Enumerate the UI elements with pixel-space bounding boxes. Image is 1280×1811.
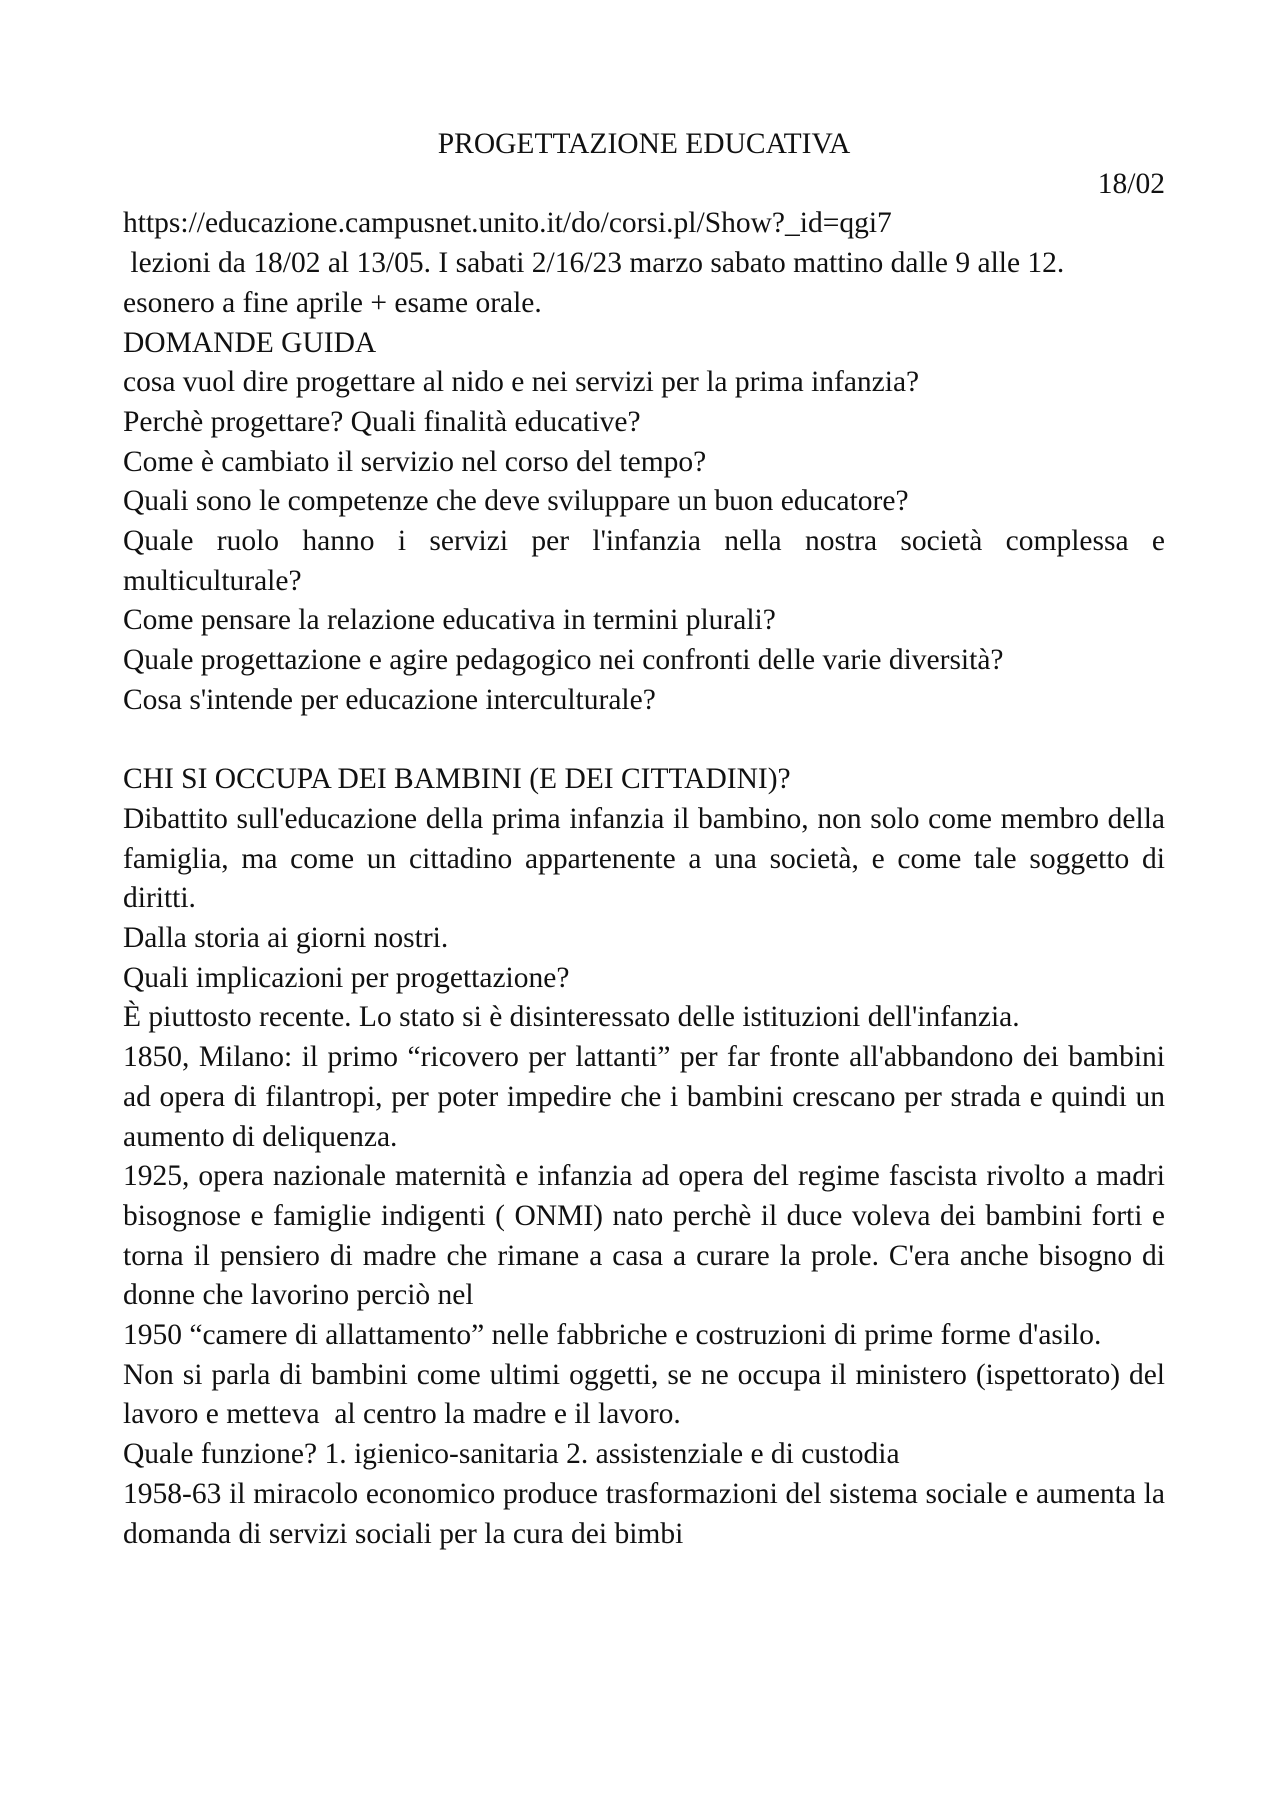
body-paragraph: 1950 “camere di allattamento” nelle fabbriche e costruzioni di prime forme d'asilo. [123, 1319, 1102, 1352]
exam-paragraph: esonero a fine aprile + esame orale. [123, 286, 542, 319]
body-paragraph: Quali implicazioni per progettazione? [123, 961, 570, 994]
guide-question: Quali sono le competenze che deve sviluppare un buon educatore? [123, 485, 909, 518]
body-paragraph: Dibattito sull'educazione della prima infanzia il bambino, non solo come membro della famiglia, ma come un cittadino appartenente a una società, e come tale soggetto di diritti. [123, 802, 1165, 915]
body-paragraph: 1958-63 il miracolo economico produce trasformazioni del sistema sociale e aumenta la domanda di servizi sociali per la cura dei bimbi [123, 1477, 1165, 1550]
body-paragraph: Non si parla di bambini come ultimi oggetti, se ne occupa il ministero (ispettorato) del lavoro e metteva al centro la madre e il lavoro. [123, 1358, 1173, 1431]
section-heading: CHI SI OCCUPA DEI BAMBINI (E DEI CITTADINI)? [123, 763, 791, 796]
guide-question: Come pensare la relazione educativa in termini plurali? [123, 604, 776, 637]
guide-question: Quale progettazione e agire pedagogico nei confronti delle varie diversità? [123, 644, 1004, 677]
document-body [123, 125, 1173, 1554]
guide-question: Perchè progettare? Quali finalità educative? [123, 405, 641, 438]
body-paragraph: 1850, Milano: il primo “ricovero per lattanti” per far fronte all'abbandono dei bambini ad opera di filantropi, per poter impedire che i bambini crescano per strada e quindi un aumento di deliquenza. [123, 1041, 1165, 1153]
course-url: https://educazione.campusnet.unito.it/do/corsi.pl/Show?_id=qgi7 [123, 207, 892, 240]
blank-line [123, 721, 1165, 761]
guide-question: Cosa s'intende per educazione interculturale? [123, 683, 656, 716]
guide-question: Quale ruolo hanno i servizi per l'infanzia nella nostra società complessa e multiculturale? [123, 525, 1165, 597]
body-paragraph: 1925, opera nazionale maternità e infanzia ad opera del regime fascista rivolto a madri bisognose e famiglie indigenti ( ONMI) nato perchè il duce voleva dei bambini forti e torna il pensiero di madre che rimane a casa a curare la prole. C'era anche bisogno di donne che lavorino perciò nel [123, 1160, 1165, 1312]
intro-paragraph: lezioni da 18/02 al 13/05. I sabati 2/16/23 marzo sabato mattino dalle 9 alle 12. [123, 247, 1065, 280]
body-paragraph: È piuttosto recente. Lo stato si è disinteressato delle istituzioni dell'infanzia. [123, 1001, 1020, 1034]
guide-question: cosa vuol dire progettare al nido e nei servizi per la prima infanzia? [123, 366, 920, 399]
guide-heading: DOMANDE GUIDA [123, 326, 377, 359]
body-paragraph: Quale funzione? 1. igienico-sanitaria 2. assistenziale e di custodia [123, 1438, 900, 1471]
document-date: 18/02 [1097, 167, 1165, 200]
body-paragraph: Dalla storia ai giorni nostri. [123, 922, 449, 955]
document-title: PROGETTAZIONE EDUCATIVA [437, 128, 851, 160]
guide-question: Come è cambiato il servizio nel corso del tempo? [123, 445, 707, 478]
